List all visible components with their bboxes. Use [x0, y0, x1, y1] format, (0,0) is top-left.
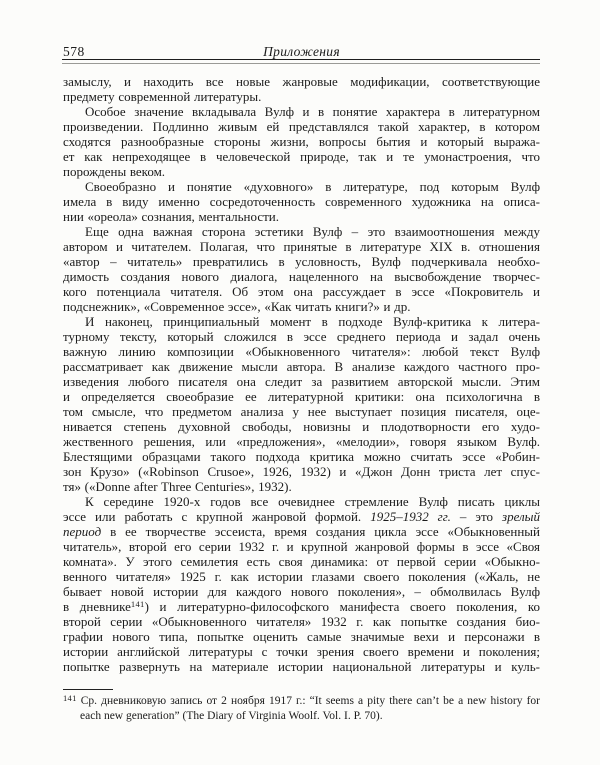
text-line	[63, 344, 540, 359]
text-line	[63, 269, 540, 284]
text-segment: читатель», второй его серии 1932 г. и крупной жанровой формы в эссе «Своя	[63, 539, 540, 554]
text-segment: нивается степень духовной свободы, новизны и плодотворности его худо-	[63, 419, 540, 434]
text-segment: рассматривает как движение мысли автора. В анализе каждого частного про-	[63, 359, 540, 374]
text-line	[63, 149, 540, 164]
text-line	[63, 209, 540, 224]
paragraph	[63, 494, 540, 674]
text-line	[63, 479, 540, 494]
text-segment: в дневнике	[63, 599, 131, 614]
text-line	[63, 134, 540, 149]
text-segment: Особое значение вкладывала Вулф и в понятие характера в литературном	[85, 104, 540, 119]
text-segment: замыслу, и находить все новые жанровые модификации, соответствующие	[63, 74, 540, 89]
text-line	[63, 599, 540, 614]
text-segment: димость создания нового диалога, нацеленного на высвобождение творчес-	[63, 269, 540, 284]
text-segment: бывает новой истории для каждого нового поколения», – обмолвилась Вулф	[63, 584, 540, 599]
text-line	[63, 299, 540, 314]
text-line	[63, 194, 540, 209]
text-segment: each new generation” (The Diary of Virginia Woolf. Vol. I. P. 70).	[80, 710, 383, 723]
text-line	[63, 644, 540, 659]
footnote	[63, 694, 540, 724]
text-line	[63, 584, 540, 599]
text-segment: Блестящими образцами такого подхода критика можно считать эссе «Робин-	[63, 449, 540, 464]
text-line	[63, 254, 540, 269]
text-line	[63, 554, 540, 569]
text-segment: сходятся разнообразные стороны жизни, вопросы бытия и который выража-	[63, 134, 540, 149]
text-segment: предмету современной литературы.	[63, 89, 262, 104]
paragraph	[63, 104, 540, 179]
text-segment: важную линию композиции «Обыкновенного читателя»: любой текст Вулф	[63, 344, 540, 359]
text-segment: «автор – читатель» превратились в условность, Вулф подчеркивала необхо-	[63, 254, 540, 269]
paragraph	[63, 179, 540, 224]
text-segment: и определяется своеобразие ее литературной критики: она психологична в	[63, 389, 540, 404]
text-segment: Ср. дневниковую запись от 2 ноября 1917 г.: “It seems a pity there can’t be a new history for	[76, 695, 540, 707]
text-line	[63, 374, 540, 389]
footnote-marker: 141	[130, 599, 145, 609]
text-segment: зон Крузо» («Robinson Crusoe», 1926, 1932) и «Джон Донн триста лет спус-	[63, 464, 540, 479]
text-segment: истории английской литературы с точки зрения своего времени и поколения;	[63, 644, 540, 659]
text-line	[63, 389, 540, 404]
text-line	[63, 329, 540, 344]
text-line	[63, 464, 540, 479]
text-line	[63, 224, 540, 239]
text-segment: И наконец, принципиальный момент в подходе Вулф-критика к литера-	[85, 314, 540, 329]
text-segment: порождены веком.	[63, 164, 166, 179]
text-line	[63, 284, 540, 299]
text-segment: турному тексту, который сложился в эссе среднего периода и задал очень	[63, 329, 540, 344]
text-line	[63, 164, 540, 179]
text-line	[63, 629, 540, 644]
running-header	[63, 44, 540, 60]
text-segment: произведении. Подлинно живым ей представлялся такой характер, в котором	[63, 119, 540, 134]
text-segment: Своеобразно и понятие «духовного» в литературе, под которым Вулф	[85, 179, 540, 194]
text-segment: Еще одна важная сторона эстетики Вулф – это взаимоотношения между	[85, 224, 540, 239]
paragraph	[63, 314, 540, 494]
text-line	[63, 434, 540, 449]
text-line	[63, 419, 540, 434]
text-line	[63, 569, 540, 584]
text-segment: 1925–1932 гг.	[370, 509, 451, 524]
text-segment: кого потенциала читателя. Об этом она рассуждает в эссе «Покровитель и	[63, 284, 540, 299]
body-text	[63, 74, 540, 674]
header-rule	[62, 59, 540, 64]
text-line	[63, 119, 540, 134]
text-segment: изведения любого писателя она следит за развитием авторской мысли. Этим	[63, 374, 540, 389]
text-line	[63, 314, 540, 329]
text-segment: графии нового типа, попытке оценить самые значимые вехи и персонажи в	[63, 629, 540, 644]
footnote-line	[63, 694, 540, 709]
text-segment: в ее творчестве эссеиста, время создания цикла эссе «Обыкновенный	[101, 524, 540, 539]
text-segment: – это	[450, 509, 502, 524]
text-line	[63, 74, 540, 89]
footnote-marker: 141	[63, 694, 77, 703]
footnote-rule	[63, 689, 113, 690]
text-line	[63, 494, 540, 509]
text-segment: подснежник», «Современное эссе», «Как читать книги?» и др.	[63, 299, 411, 314]
text-line	[63, 614, 540, 629]
text-segment: второй серии «Обыкновенного читателя» 1932 г. как попытке создания био-	[63, 614, 540, 629]
paragraph	[63, 224, 540, 314]
text-segment: комната». У этого семилетия есть своя динамика: от первой серии «Обыкно-	[63, 554, 540, 569]
text-line	[63, 104, 540, 119]
text-segment: автором и читателем. Полагая, что принятые в литературе XIX в. отношения	[63, 239, 540, 254]
footnote-line	[63, 709, 540, 724]
text-segment: нии «ореола» сознания, ментальности.	[63, 209, 279, 224]
text-segment: ет как непреходящее в человеческой природе, так и те умонастроения, что	[63, 149, 540, 164]
text-line	[63, 509, 540, 524]
text-segment: жественного решения, или «предложения», «мелодии», говоря языком Вулф.	[63, 434, 540, 449]
text-segment: венного читателя» 1925 г. как истории глазами своего поколения («Жаль, не	[63, 569, 540, 584]
text-segment: К середине 1920-х годов все очевиднее стремление Вулф писать циклы	[85, 494, 540, 509]
paragraph	[63, 74, 540, 104]
page-number: 578	[63, 44, 85, 59]
text-line	[63, 449, 540, 464]
text-line	[63, 404, 540, 419]
text-line	[63, 89, 540, 104]
text-segment: том смысле, что предметом анализа у нее выступает позиция писателя, оце-	[63, 404, 540, 419]
text-segment: тя» («Donne after Three Centuries», 1932).	[63, 479, 292, 494]
text-segment: период	[63, 524, 102, 539]
text-line	[63, 659, 540, 674]
text-segment: эссе или работать с крупной жанровой формой.	[63, 509, 371, 524]
text-line	[63, 179, 540, 194]
text-segment: зрелый	[502, 509, 540, 524]
text-line	[63, 239, 540, 254]
text-line	[63, 539, 540, 554]
text-segment: попытке развернуть на материале истории национальной литературы и куль-	[63, 659, 540, 674]
text-line	[63, 359, 540, 374]
running-title: Приложения	[263, 44, 340, 59]
text-segment: имела в виду именно сосредоточенность современного художника на описа-	[63, 194, 540, 209]
text-line	[63, 524, 540, 539]
text-segment: ) и литературно-философского манифеста своего поколения, ко	[144, 599, 540, 614]
